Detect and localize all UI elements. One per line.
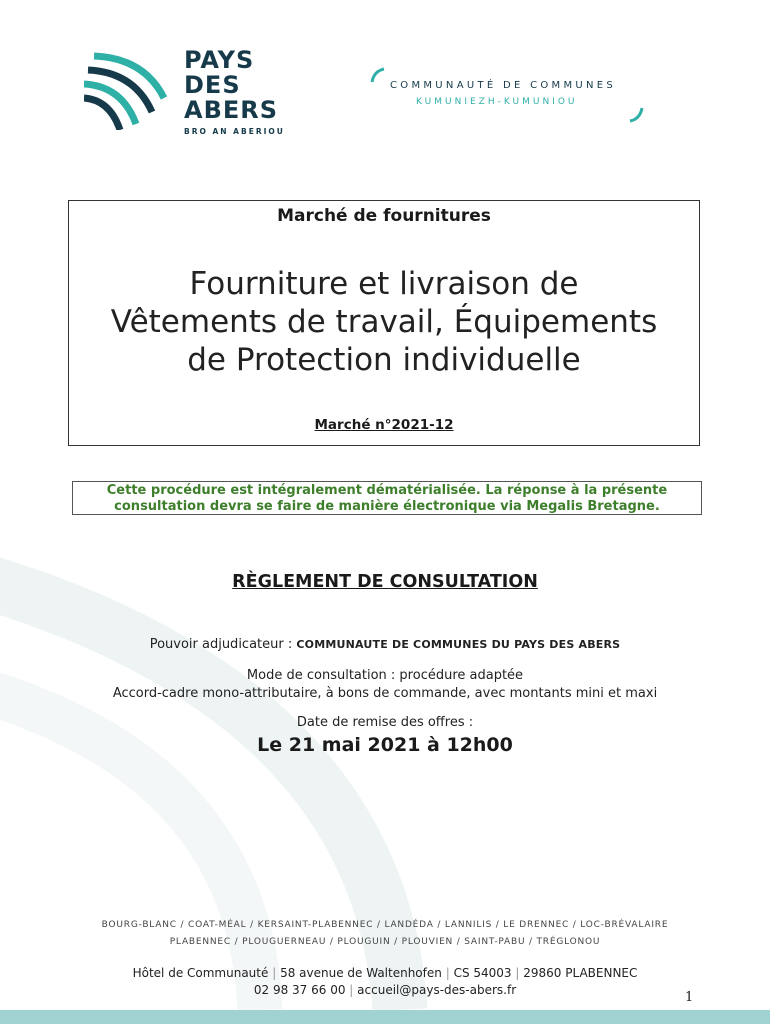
separator: | — [272, 966, 277, 980]
remise-label: Date de remise des offres : — [296, 715, 474, 730]
consultation-mode — [0, 667, 770, 703]
notice-line: Cette procédure est intégralement dématérialisée. La réponse à la présente — [106, 483, 668, 498]
communaute-header — [366, 66, 656, 126]
dematerialisation-notice — [72, 481, 702, 515]
arc-accent-icon — [626, 104, 646, 124]
footer-bar — [0, 1010, 770, 1024]
page-number: 1 — [685, 990, 694, 1005]
title-box — [68, 200, 700, 446]
pouvoir-adjudicateur — [0, 637, 770, 652]
pays-des-abers-logo — [84, 48, 304, 138]
logo-word-pays: PAYS — [184, 46, 255, 74]
title-line: Vêtements de travail, Équipements — [110, 304, 658, 340]
section-heading: RÈGLEMENT DE CONSULTATION — [232, 572, 538, 592]
address-part: CS 54003 — [453, 966, 512, 980]
address-part: 29860 PLABENNEC — [523, 966, 638, 980]
logo-subtitle: BRO AN ABERIOU — [184, 127, 285, 136]
remise-date: Le 21 mai 2021 à 12h00 — [257, 734, 513, 756]
address-part: Hôtel de Communauté — [132, 966, 269, 980]
communaute-line2: KUMUNIEZH-KUMUNIOU — [416, 97, 578, 107]
separator: | — [515, 966, 520, 980]
market-number: Marché n°2021-12 — [314, 417, 454, 433]
email-link[interactable]: accueil@pays-des-abers.fr — [357, 982, 517, 997]
logo-word-abers: ABERS — [184, 96, 279, 124]
logo-word-des: DES — [184, 71, 241, 99]
title-line: de Protection individuelle — [187, 342, 581, 378]
address-line — [0, 965, 770, 982]
title-line: Fourniture et livraison de — [189, 266, 579, 302]
pouvoir-label: Pouvoir adjudicateur : — [149, 637, 297, 652]
document-title — [69, 265, 699, 379]
address-part: 58 avenue de Waltenhofen — [280, 966, 442, 980]
member-communes — [0, 917, 770, 951]
logo-mark-icon — [84, 50, 174, 130]
address-block — [0, 965, 770, 998]
communes-line: PLABENNEC / PLOUGUERNEAU / PLOUGUIN / PLOUVIEN / SAINT-PABU / TRÉGLONOU — [169, 937, 601, 947]
separator: | — [445, 966, 450, 980]
communaute-line1: COMMUNAUTÉ DE COMMUNES — [390, 80, 617, 91]
pouvoir-entity: COMMUNAUTE DE COMMUNES DU PAYS DES ABERS — [296, 638, 621, 651]
communes-line: BOURG-BLANC / COAT-MÉAL / KERSAINT-PLABENNEC / LANDÉDA / LANNILIS / LE DRENNEC / LOC-BRÉVALAIRE — [101, 920, 669, 930]
notice-line: consultation devra se faire de manière électronique via Megalis Bretagne. — [114, 498, 660, 514]
separator: | — [349, 982, 354, 997]
mode-line: Mode de consultation : procédure adaptée — [246, 668, 524, 683]
arc-accent-icon — [368, 66, 388, 86]
market-type: Marché de fournitures — [277, 206, 491, 226]
phone-number: 02 98 37 66 00 — [253, 982, 346, 997]
contact-line — [0, 982, 770, 999]
mode-line: Accord-cadre mono-attributaire, à bons de commande, avec montants mini et maxi — [112, 686, 658, 701]
